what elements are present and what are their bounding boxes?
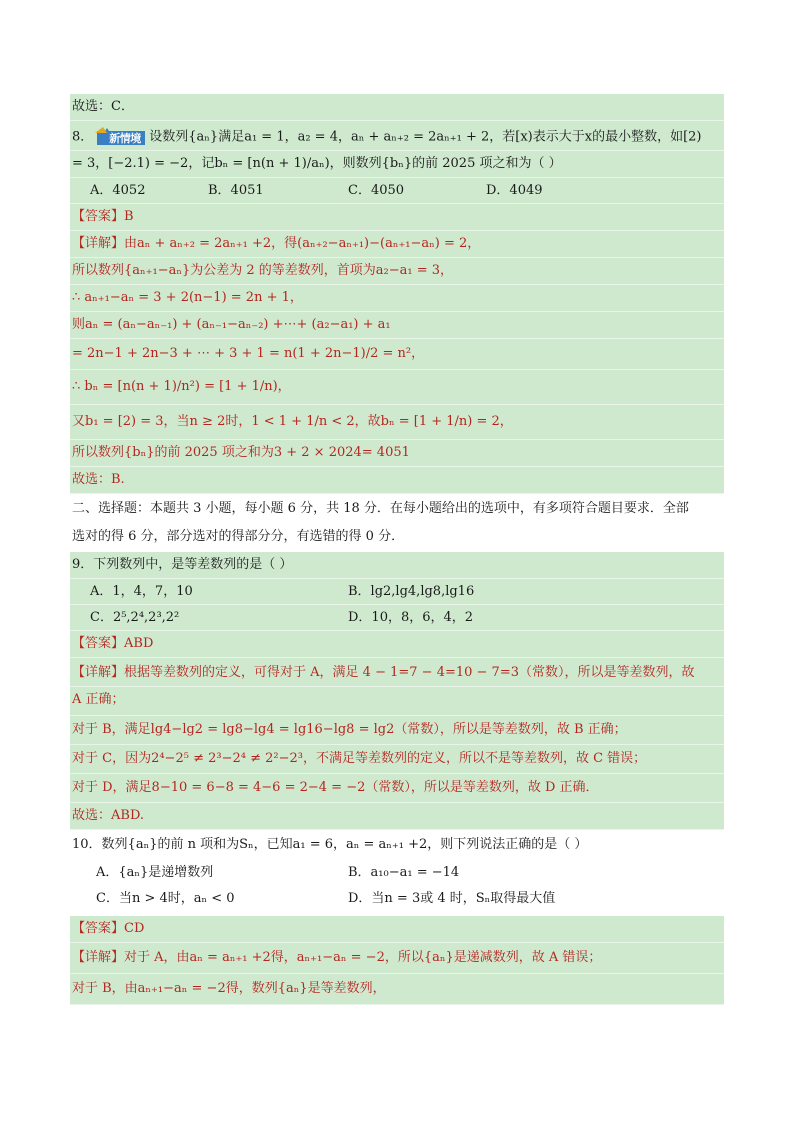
detail-9-line-2	[70, 687, 724, 716]
option-a: A．1，4，7，10	[90, 584, 193, 599]
section-text: 二、选择题：本题共 3 小题，每小题 6 分，共 18 分．在每小题给出的选项中，有多项符合题目要求．全部	[72, 501, 689, 516]
answer-8	[70, 204, 724, 231]
question-10	[70, 830, 724, 860]
option-d: D．当n = 3或 4 时，Sₙ取得最大值	[348, 891, 556, 906]
detail-text: 根据等差数列的定义，可得对于 A，满足 4 − 1=7 − 4=10 − 7=3（常数），所以是等差数列，故	[124, 665, 695, 680]
question-9	[70, 552, 724, 579]
question-number: 8．	[72, 129, 94, 145]
question-8-line-1	[70, 121, 724, 151]
option-b: B．lg2,lg4,lg8,lg16	[348, 584, 475, 599]
detail-9-line-1	[70, 658, 724, 687]
detail-label: 【详解】	[72, 950, 125, 965]
section-2-instructions-line-2	[70, 522, 724, 552]
detail-text: 所以数列{aₙ₊₁−aₙ}为公差为 2 的等差数列，首项为a₂−a₁ = 3，	[72, 263, 454, 278]
detail-8-line-2	[70, 258, 724, 285]
option-b: B．a₁₀−a₁ = −14	[348, 865, 460, 880]
question-text: 设数列{aₙ}满足a₁ = 1，a₂ = 4，aₙ + aₙ₊₂ = 2aₙ₊₁ + 2，若[x)表示大于x的最小整数，如[2)	[149, 129, 702, 145]
answer-text: 【答案】CD	[72, 921, 145, 936]
option-c: C．当n > 4时，aₙ < 0	[96, 891, 235, 906]
section-text: 选对的得 6 分，部分选对的得部分分，有选错的得 0 分．	[72, 529, 405, 544]
detail-text: ∴ aₙ₊₁−aₙ = 3 + 2(n−1) = 2n + 1，	[72, 290, 303, 305]
option-b: B．4051	[208, 183, 264, 198]
question-9-options-row-2	[70, 605, 724, 631]
answer-text: 【答案】B	[72, 209, 134, 224]
option-a: A．4052	[90, 183, 146, 198]
detail-9-line-5	[70, 774, 724, 803]
detail-text: 由aₙ + aₙ₊₂ = 2aₙ₊₁ +2，得(aₙ₊₂−aₙ₊₁)−(aₙ₊₁−aₙ) = 2，	[124, 236, 481, 251]
section-2-instructions-line-1	[70, 494, 724, 522]
detail-label: 【详解】	[72, 665, 125, 680]
badge-label: 新情境	[109, 132, 141, 145]
detail-text: ∴ bₙ = [n(n + 1)/n²) = [1 + 1/n)，	[72, 379, 291, 394]
detail-text: 所以数列{bₙ}的前 2025 项之和为3 + 2 × 2024= 4051	[72, 445, 410, 460]
detail-text: 对于 B，由aₙ₊₁−aₙ = −2得，数列{aₙ}是等差数列，	[72, 981, 386, 996]
detail-8-line-8	[70, 440, 724, 467]
question-10-options-row-1	[70, 860, 724, 886]
detail-text: = 2n−1 + 2n−3 + ⋯ + 3 + 1 = n(1 + 2n−1)/2 = n²，	[72, 346, 425, 361]
answer-10	[70, 916, 724, 943]
answer-9	[70, 631, 724, 658]
detail-text: 故选：B.	[72, 472, 125, 487]
detail-text: 对于 B，满足lg4−lg2 = lg8−lg4 = lg16−lg8 = lg2（常数），所以是等差数列，故 B 正确；	[72, 722, 627, 737]
question-text: 10．数列{aₙ}的前 n 项和为Sₙ，已知a₁ = 6，aₙ = aₙ₊₁ +2，则下列说法正确的是（ ）	[72, 837, 588, 852]
detail-10-line-1	[70, 943, 724, 974]
detail-9-line-3	[70, 716, 724, 745]
new-context-badge-icon	[95, 127, 147, 147]
detail-text: A 正确；	[72, 692, 125, 707]
detail-text: 对于 C，因为2⁴−2⁵ ≠ 2³−2⁴ ≠ 2²−2³，不满足等差数列的定义，所以不是等差数列，故 C 错误；	[72, 751, 647, 766]
detail-8-line-3	[70, 285, 724, 312]
option-c: C．2⁵,2⁴,2³,2²	[90, 610, 180, 625]
detail-9-line-4	[70, 745, 724, 774]
detail-8-line-9	[70, 467, 724, 494]
question-text: = 3，[−2.1) = −2，记bₙ = [n(n + 1)/aₙ)，则数列{bₙ}的前 2025 项之和为（ ）	[72, 156, 562, 171]
text: 故选：C．	[72, 99, 134, 114]
answer-text: 【答案】ABD	[72, 636, 154, 651]
detail-text: 则aₙ = (aₙ−aₙ₋₁) + (aₙ₋₁−aₙ₋₂) +⋯+ (a₂−a₁) + a₁	[72, 317, 391, 332]
detail-label: 【详解】	[72, 236, 125, 251]
detail-text: 对于 D，满足8−10 = 6−8 = 4−6 = 2−4 = −2（常数），所以是等差数列，故 D 正确．	[72, 780, 599, 795]
option-d: D．4049	[486, 183, 543, 198]
question-10-options-row-2	[70, 886, 724, 916]
question-8-options	[70, 178, 724, 204]
detail-8-line-7	[70, 405, 724, 440]
detail-9-line-6	[70, 803, 724, 830]
question-text: 9．下列数列中，是等差数列的是（ ）	[72, 557, 293, 572]
detail-text: 故选：ABD.	[72, 808, 145, 823]
question-9-options-row-1	[70, 579, 724, 605]
detail-8-line-5	[70, 339, 724, 370]
option-a: A．{aₙ}是递增数列	[96, 865, 214, 880]
detail-8-line-4	[70, 312, 724, 339]
detail-8-line-6	[70, 370, 724, 405]
detail-8-line-1	[70, 231, 724, 258]
option-d: D．10，8，6，4，2	[348, 610, 474, 625]
detail-text: 又b₁ = [2) = 3，当n ≥ 2时，1 < 1 + 1/n < 2，故bₙ = [1 + 1/n) = 2，	[72, 414, 513, 429]
document-page	[70, 94, 724, 1005]
question-8-line-2	[70, 151, 724, 178]
option-c: C．4050	[348, 183, 405, 198]
detail-10-line-2	[70, 974, 724, 1005]
detail-text: 对于 A，由aₙ = aₙ₊₁ +2得，aₙ₊₁−aₙ = −2，所以{aₙ}是递减数列，故 A 错误；	[124, 950, 602, 965]
answer-choice-line	[70, 94, 724, 121]
